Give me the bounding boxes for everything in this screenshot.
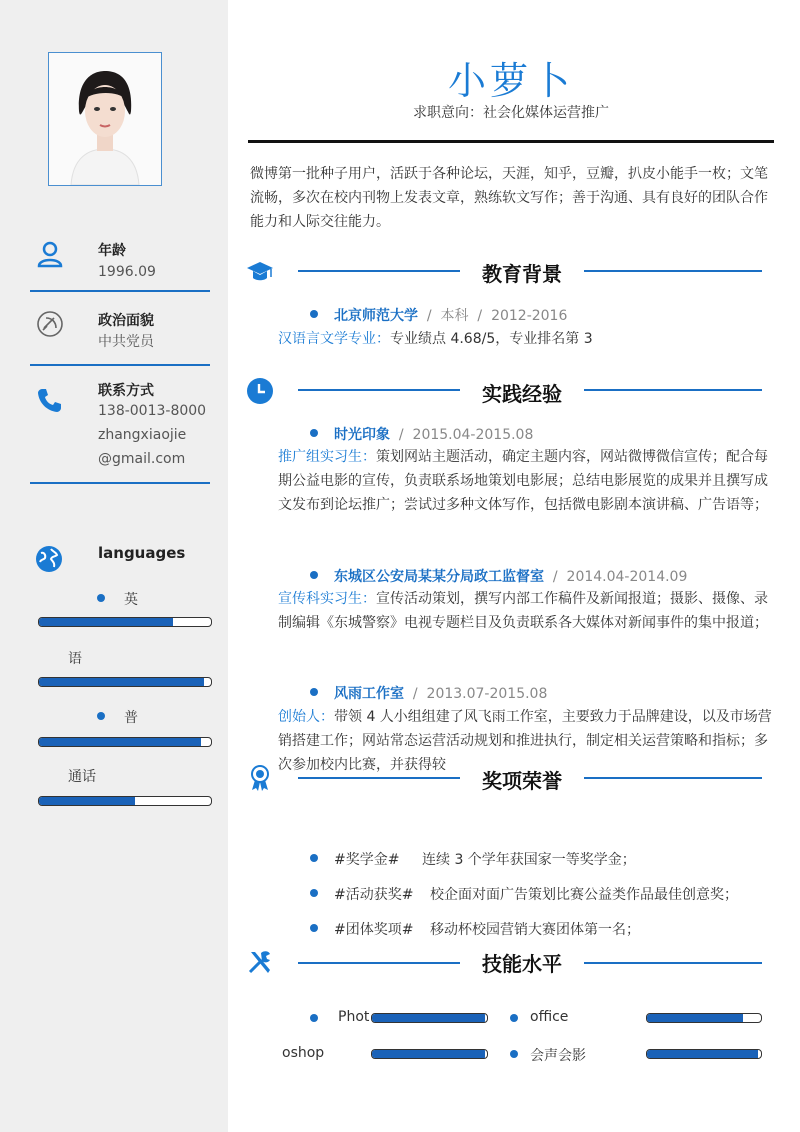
role: 创始人：: [278, 709, 334, 725]
bullet-dot: [310, 854, 318, 862]
phone-value: 138-0013-8000: [98, 403, 207, 419]
bullet-dot: [310, 924, 318, 932]
contact-label: 联系方式: [98, 383, 154, 399]
school-name: 北京师范大学: [334, 308, 418, 324]
job-intent: 求职意向：社会化媒体运营推广: [413, 105, 609, 121]
skill-label: oshop: [282, 1045, 325, 1061]
language-level-fill: [39, 618, 173, 626]
person-icon: [36, 240, 64, 268]
award-tag: #奖学金#: [334, 852, 400, 868]
duties: 宣传活动策划，撰写内部工作稿件及新闻报道；摄影、摄像、录制编辑《东城警察》电视专题栏目及负责联系各大媒体对新闻事件的集中报道；: [278, 591, 768, 631]
section-title-experience: 实践经验: [482, 382, 562, 406]
skill-label: 会声会影: [530, 1048, 586, 1064]
header-rule: [248, 140, 774, 143]
organization: 风雨工作室: [334, 686, 404, 702]
languages-title: languages: [98, 544, 186, 562]
education-entry-head: 北京师范大学 / 本科 / 2012-2016: [310, 305, 567, 325]
language-level-fill: [39, 678, 204, 686]
degree: 本科: [440, 308, 469, 324]
skill-level-bar: [371, 1013, 488, 1023]
section-rule: [298, 777, 460, 779]
profile-photo: [48, 52, 162, 186]
contact-block: [30, 380, 210, 476]
skill-level-fill: [372, 1050, 485, 1058]
award-tag: #活动获奖#: [334, 887, 414, 903]
candidate-name: 小萝卜: [447, 59, 574, 103]
section-title-awards: 奖项荣誉: [482, 769, 562, 793]
section-title-skills: 技能水平: [482, 952, 562, 976]
experience-entry-head: 风雨工作室 / 2013.07-2015.08: [310, 683, 547, 703]
award-ribbon-icon: [246, 764, 274, 792]
language-level-fill: [39, 738, 201, 746]
phone-icon: [36, 386, 64, 414]
experience-period: 2015.04-2015.08: [412, 427, 534, 443]
organization: 东城区公安局某某分局政工监督室: [334, 569, 544, 585]
section-rule: [584, 962, 762, 964]
skill-label: Phot: [338, 1009, 370, 1025]
section-title-education: 教育背景: [482, 262, 562, 286]
role: 推广组实习生：: [278, 449, 376, 465]
organization: 时光印象: [334, 427, 390, 443]
language-label: 语: [68, 651, 82, 667]
skill-level-bar: [371, 1049, 488, 1059]
section-rule: [584, 270, 762, 272]
politics-value: 中共党员: [98, 334, 154, 350]
language-label: 英: [124, 592, 138, 608]
role: 宣传科实习生：: [278, 591, 376, 607]
language-label: 通话: [68, 769, 96, 785]
divider: [30, 364, 210, 366]
language-level-bar: [38, 617, 212, 627]
language-label: 普: [124, 710, 138, 726]
divider: [30, 482, 210, 484]
award-item: [310, 884, 738, 904]
email-line-1: zhangxiaojie: [98, 427, 187, 443]
award-tag: #团体奖项#: [334, 922, 414, 938]
age-label: 年龄: [98, 243, 126, 259]
skill-level-bar: [646, 1049, 762, 1059]
gpa-rank: 专业绩点 4.68/5，专业排名第 3: [390, 331, 593, 347]
bullet-dot: [97, 712, 105, 720]
major: 汉语言文学专业：: [278, 331, 390, 347]
section-rule: [298, 389, 460, 391]
language-level-fill: [39, 797, 135, 805]
bullet-dot: [310, 889, 318, 897]
language-level-bar: [38, 677, 212, 687]
bullet-dot: [510, 1014, 518, 1022]
divider: [30, 290, 210, 292]
section-rule: [584, 777, 762, 779]
experience-period: 2013.07-2015.08: [426, 686, 548, 702]
self-summary: 微博第一批种子用户，活跃于各种论坛，天涯，知乎，豆瓣，扒皮小能手一枚；文笔流畅，多次在校内刊物上发表文章，熟练软文写作；善于沟通、具有良好的团队合作能力和人际交往能力。: [250, 166, 768, 230]
duties: 策划网站主题活动，确定主题内容，网站微博微信宣传；配合每期公益电影的宣传，负责联系场地策划电影展；总结电影展览的成果并且撰写成文发布到论坛推广；尝试过多种文体写作，包括微电影剧本演讲稿、广告语等；: [278, 449, 768, 513]
skill-level-bar: [646, 1013, 762, 1023]
duties: 带领 4 人小组组建了风飞雨工作室，主要致力于品牌建设，以及市场营销搭建工作；网站常态运营活动规划和推进执行，制定相关运营策略和指标；多次参加校内比赛，并获得较: [278, 709, 772, 773]
award-text: 连续 3 个学年获国家一等奖学金；: [422, 852, 636, 868]
sidebar: [0, 0, 228, 1132]
education-detail: [278, 327, 772, 351]
clock-icon: [246, 377, 274, 405]
experience-entry-head: 东城区公安局某某分局政工监督室 / 2014.04-2014.09: [310, 566, 687, 586]
experience-description: [278, 587, 772, 635]
age-value: 1996.09: [98, 264, 156, 280]
experience-period: 2014.04-2014.09: [566, 569, 688, 585]
bullet-dot: [310, 688, 318, 696]
award-text: 校企面对面广告策划比赛公益类作品最佳创意奖；: [430, 887, 738, 903]
experience-description: [278, 445, 772, 517]
age-block: [30, 240, 210, 280]
bullet-dot: [510, 1050, 518, 1058]
politics-block: [30, 310, 210, 350]
skill-level-fill: [372, 1014, 485, 1022]
language-level-bar: [38, 737, 212, 747]
email-line-2: @gmail.com: [98, 451, 186, 467]
education-period: 2012-2016: [491, 308, 568, 324]
party-emblem-icon: [36, 310, 64, 338]
bullet-dot: [310, 429, 318, 437]
award-item: [310, 919, 640, 939]
experience-entry-head: 时光印象 / 2015.04-2015.08: [310, 424, 533, 444]
section-rule: [584, 389, 762, 391]
bullet-dot: [310, 310, 318, 318]
section-rule: [298, 270, 460, 272]
politics-label: 政治面貌: [98, 313, 154, 329]
bullet-dot: [97, 594, 105, 602]
award-text: 移动杯校园营销大赛团体第一名；: [430, 922, 640, 938]
graduation-cap-icon: [246, 258, 274, 286]
globe-icon: [34, 544, 64, 574]
bullet-dot: [310, 571, 318, 579]
language-level-bar: [38, 796, 212, 806]
bullet-dot: [310, 1014, 318, 1022]
skill-label: office: [530, 1009, 569, 1025]
award-item: [310, 849, 636, 869]
section-rule: [298, 962, 460, 964]
tools-icon: [246, 948, 274, 976]
skill-level-fill: [647, 1050, 758, 1058]
skill-level-fill: [647, 1014, 743, 1022]
